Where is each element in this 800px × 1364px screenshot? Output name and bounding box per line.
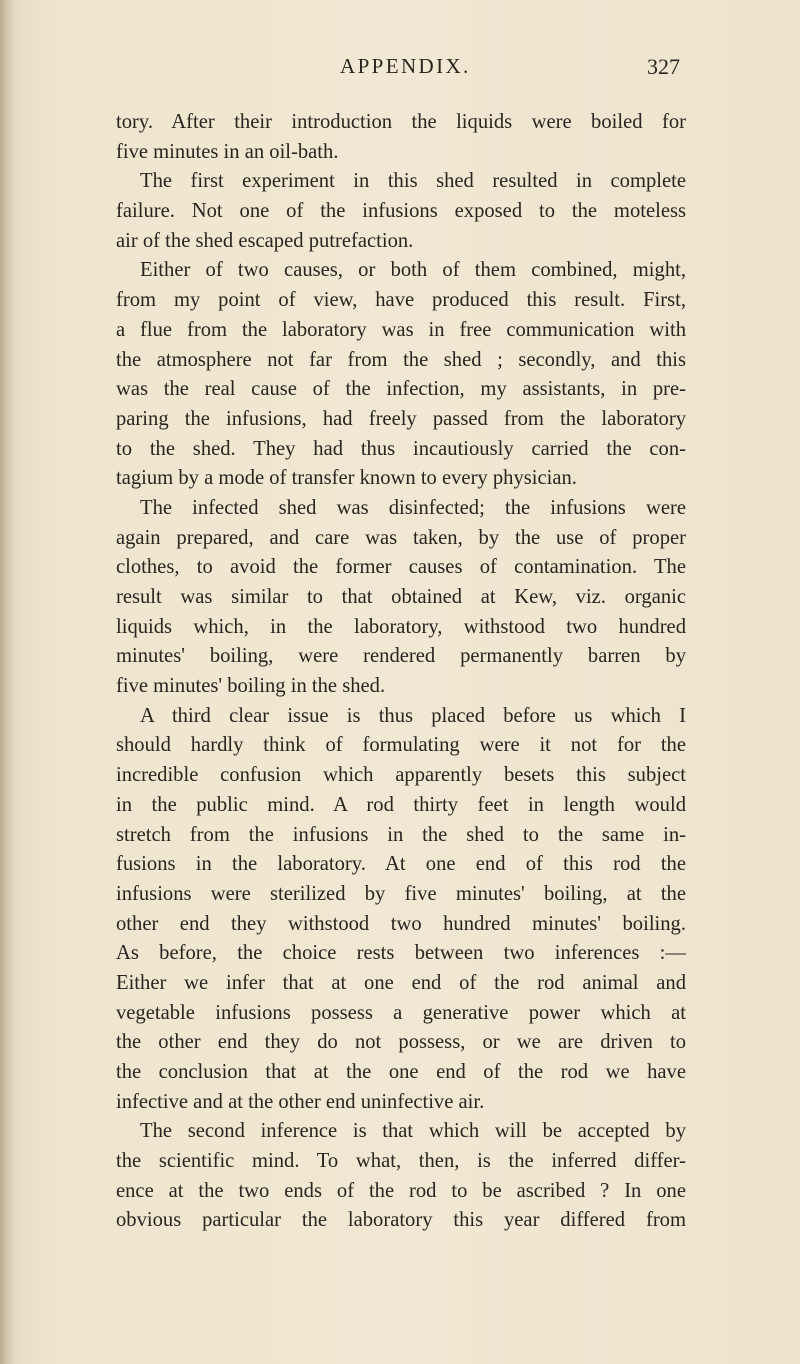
text-line: clothes, to avoid the former causes of contamination. The [116, 556, 686, 579]
text-line: A third clear issue is thus placed before us which I [140, 704, 686, 727]
text-line: The first experiment in this shed resulted in complete [140, 170, 686, 193]
text-line: As before, the choice rests between two inferences :— [116, 942, 686, 965]
text-line: stretch from the infusions in the shed to the same in- [116, 823, 686, 846]
text-line: liquids which, in the laboratory, withstood two hundred [116, 615, 686, 638]
text-line: The infected shed was disinfected; the infusions were [140, 496, 686, 519]
text-line: the other end they do not possess, or we are driven to [116, 1031, 686, 1054]
text-line: a flue from the laboratory was in free communication with [116, 318, 686, 341]
text-line: the conclusion that at the one end of the rod we have [116, 1061, 686, 1083]
text-line: in the public mind. A rod thirty feet in length would [116, 793, 686, 816]
text-line: vegetable infusions possess a generative power which at [116, 1001, 686, 1024]
text-line: should hardly think of formulating were it not for the [116, 734, 686, 757]
text-line: minutes' boiling, were rendered permanently barren by [116, 645, 686, 668]
text-line: tory. After their introduction the liquids were boiled for [116, 111, 686, 133]
page-number: 327 [647, 54, 680, 79]
text-line: Either of two causes, or both of them combined, might, [140, 259, 686, 282]
running-head [340, 54, 680, 88]
text-line: the atmosphere not far from the shed ; secondly, and this [116, 348, 686, 371]
text-line: air of the shed escaped putrefaction. [116, 229, 414, 252]
text-line: the scientific mind. To what, then, is the inferred differ- [116, 1150, 686, 1173]
text-line: obvious particular the laboratory this year differed from [116, 1209, 686, 1232]
page-binding-shadow [0, 0, 14, 1364]
text-line: from my point of view, have produced this result. First, [116, 289, 686, 312]
text-line: incredible confusion which apparently besets this subject [116, 764, 686, 787]
text-line: failure. Not one of the infusions exposed to the moteless [116, 200, 686, 223]
text-line: other end they withstood two hundred minutes' boiling. [116, 912, 686, 935]
text-line: was the real cause of the infection, my assistants, in pre- [116, 378, 686, 401]
text-line: again prepared, and care was taken, by the use of proper [116, 526, 686, 549]
text-line: Either we infer that at one end of the rod animal and [116, 971, 686, 994]
text-line: infective and at the other end uninfective air. [116, 1090, 485, 1113]
text-line: infusions were sterilized by five minutes' boiling, at the [116, 882, 686, 905]
text-line: to the shed. They had thus incautiously carried the con- [116, 437, 686, 460]
text-line: tagium by a mode of transfer known to every physician. [116, 467, 577, 490]
text-line: five minutes in an oil-bath. [116, 140, 339, 163]
running-head-title: APPENDIX. [340, 54, 471, 78]
text-line: The second inference is that which will be accepted by [140, 1120, 686, 1143]
body-text [116, 108, 686, 1236]
text-line: ence at the two ends of the rod to be ascribed ? In one [116, 1179, 686, 1202]
text-line: paring the infusions, had freely passed from the laboratory [116, 407, 686, 430]
text-line: result was similar to that obtained at Kew, viz. organic [116, 586, 686, 608]
text-line: five minutes' boiling in the shed. [116, 675, 386, 698]
text-line: fusions in the laboratory. At one end of this rod the [116, 853, 686, 876]
